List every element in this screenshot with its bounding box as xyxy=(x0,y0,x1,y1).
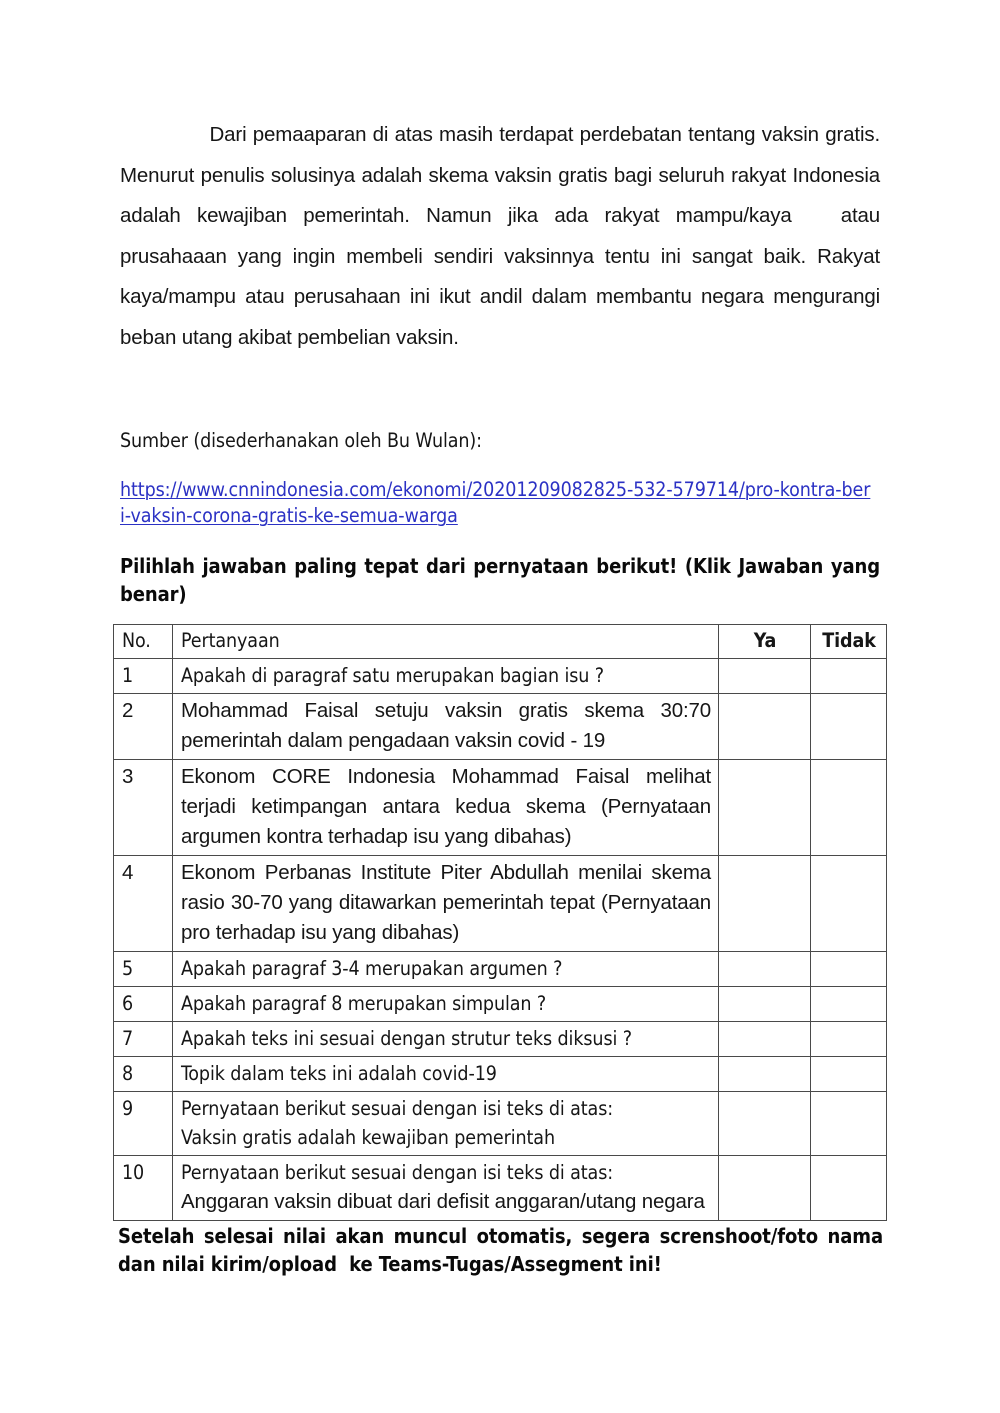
row-question: Apakah paragraf 8 merupakan simpulan ? xyxy=(173,987,719,1022)
row-question: Apakah paragraf 3-4 merupakan argumen ? xyxy=(173,952,719,987)
row-answer-yes[interactable] xyxy=(719,1092,811,1156)
quiz-table xyxy=(113,624,887,1221)
quiz-table-wrapper xyxy=(113,624,887,1221)
source-url-paragraph xyxy=(120,477,875,529)
row-answer-yes[interactable] xyxy=(719,760,811,856)
row-answer-yes[interactable] xyxy=(719,987,811,1022)
header-no: Tidak xyxy=(811,625,887,659)
row-answer-yes[interactable] xyxy=(719,1022,811,1057)
table-row xyxy=(114,1092,887,1156)
row-number: 7 xyxy=(114,1022,173,1057)
row-question: Mohammad Faisal setuju vaksin gratis skema 30:70 pemerintah dalam pengadaan vaksin covid - 19 xyxy=(173,694,719,760)
table-row xyxy=(114,1156,887,1221)
row-answer-no[interactable] xyxy=(811,952,887,987)
row-answer-yes[interactable] xyxy=(719,952,811,987)
row-answer-no[interactable] xyxy=(811,1022,887,1057)
row-question: Apakah di paragraf satu merupakan bagian isu ? xyxy=(173,659,719,694)
row-answer-yes[interactable] xyxy=(719,1057,811,1092)
source-label: Sumber (disederhanakan oleh Bu Wulan): xyxy=(120,429,482,452)
row-answer-no[interactable] xyxy=(811,659,887,694)
row-number: 3 xyxy=(114,760,173,856)
row-number: 4 xyxy=(114,856,173,952)
footer-note-block xyxy=(118,1222,890,1278)
row-question-line-1: Pernyataan berikut sesuai dengan isi teks di atas: xyxy=(181,1097,614,1120)
row-question: Ekonom Perbanas Institute Piter Abdullah menilai skema rasio 30-70 yang ditawarkan pemerintah tepat (Pernyataan pro terhadap isu yang dibahas) xyxy=(173,856,719,952)
source-url-link[interactable]: https://www.cnnindonesia.com/ekonomi/20201209082825-532-579714/pro-kontra-beri-vaksin-corona-gratis-ke-semua-warga xyxy=(120,478,871,527)
row-answer-no[interactable] xyxy=(811,1057,887,1092)
row-number: 2 xyxy=(114,694,173,760)
row-question-line-1: Pernyataan berikut sesuai dengan isi teks di atas: xyxy=(181,1161,614,1184)
row-question xyxy=(173,1092,719,1156)
row-answer-yes[interactable] xyxy=(719,1156,811,1221)
table-row xyxy=(114,987,887,1022)
row-answer-no[interactable] xyxy=(811,694,887,760)
row-answer-no[interactable] xyxy=(811,987,887,1022)
instruction-block xyxy=(120,552,880,608)
table-row xyxy=(114,659,887,694)
header-question: Pertanyaan xyxy=(173,625,719,659)
row-answer-no[interactable] xyxy=(811,856,887,952)
table-row xyxy=(114,856,887,952)
row-number: 6 xyxy=(114,987,173,1022)
row-question-line-2: Anggaran vaksin dibuat dari defisit anggaran/utang negara xyxy=(181,1190,705,1213)
row-answer-yes[interactable] xyxy=(719,694,811,760)
header-yes: Ya xyxy=(719,625,811,659)
table-row xyxy=(114,952,887,987)
row-question: Ekonom CORE Indonesia Mohammad Faisal melihat terjadi ketimpangan antara kedua skema (Pernyataan argumen kontra terhadap isu yang dibahas) xyxy=(173,760,719,856)
row-answer-yes[interactable] xyxy=(719,856,811,952)
row-question: Apakah teks ini sesuai dengan strutur teks diksusi ? xyxy=(173,1022,719,1057)
row-question xyxy=(173,1156,719,1221)
row-answer-no[interactable] xyxy=(811,1156,887,1221)
row-answer-no[interactable] xyxy=(811,1092,887,1156)
essay-paragraph: Dari pemaaparan di atas masih terdapat perdebatan tentang vaksin gratis. Menurut penulis solusinya adalah skema vaksin gratis bagi seluruh rakyat Indonesia adalah kewajiban pemerintah. Namun jika ada rakyat mampu/kaya atau prusahaaan yang ingin membeli sendiri vaksinnya tentu ini sangat baik. Rakyat kaya/mampu atau perusahaan ini ikut andil dalam membantu negara mengurangi beban utang akibat pembelian vaksin. xyxy=(120,123,886,349)
source-url-block xyxy=(120,477,875,529)
row-number: 1 xyxy=(114,659,173,694)
row-number: 9 xyxy=(114,1092,173,1156)
table-row xyxy=(114,760,887,856)
row-question-line-2: Vaksin gratis adalah kewajiban pemerintah xyxy=(181,1126,555,1149)
row-answer-yes[interactable] xyxy=(719,659,811,694)
source-label-block xyxy=(120,428,880,454)
footer-note-text: Setelah selesai nilai akan muncul otomatis, segera screnshoot/foto nama dan nilai kirim/opload ke Teams-Tugas/Assegment ini! xyxy=(118,1224,890,1276)
table-row xyxy=(114,1022,887,1057)
row-question: Topik dalam teks ini adalah covid-19 xyxy=(173,1057,719,1092)
row-number: 8 xyxy=(114,1057,173,1092)
instruction-text: Pilihlah jawaban paling tepat dari pernyataan berikut! (Klik Jawaban yang benar) xyxy=(120,554,880,606)
row-number: 10 xyxy=(114,1156,173,1221)
table-row xyxy=(114,694,887,760)
essay-paragraph-block xyxy=(120,115,886,358)
table-header-row xyxy=(114,625,887,659)
row-number: 5 xyxy=(114,952,173,987)
table-row xyxy=(114,1057,887,1092)
row-answer-no[interactable] xyxy=(811,760,887,856)
header-no: No. xyxy=(114,625,173,659)
